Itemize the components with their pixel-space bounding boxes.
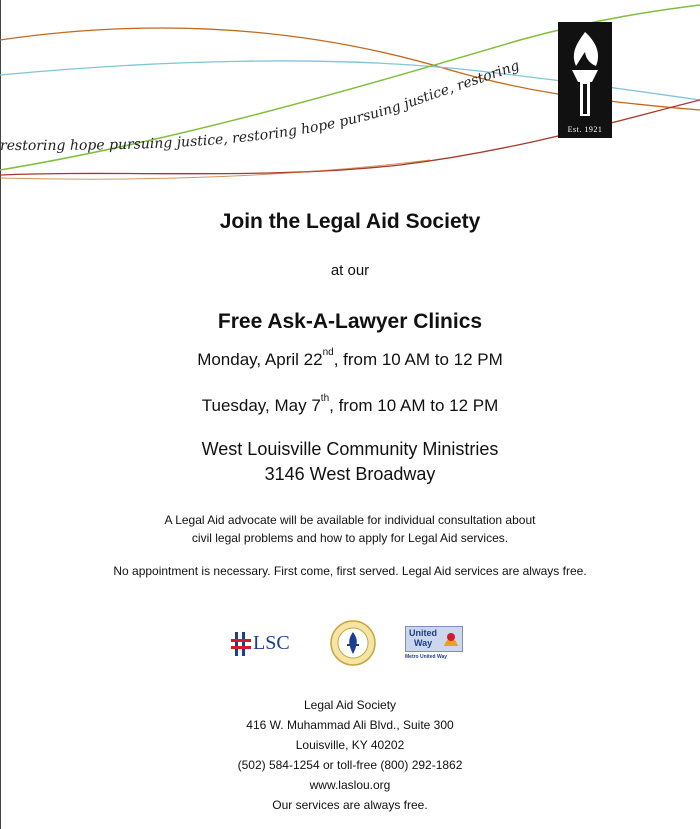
advocate-note bbox=[0, 511, 700, 547]
contact-block bbox=[0, 695, 700, 815]
united-way-hand-icon bbox=[442, 630, 460, 648]
torch-logo bbox=[558, 22, 612, 138]
note-line-2: civil legal problems and how to apply for Legal Aid services. bbox=[191, 531, 509, 545]
uw-line-1: United bbox=[409, 628, 437, 638]
united-way-logo bbox=[405, 626, 465, 658]
sponsor-logos bbox=[0, 620, 700, 666]
lsc-logo bbox=[231, 632, 301, 656]
contact-phone: (502) 584-1254 or toll-free (800) 292-1862 bbox=[237, 758, 463, 772]
date-line-2: Tuesday, May 7th, from 10 AM to 12 PM bbox=[201, 393, 499, 415]
venue-address: 3146 West Broadway bbox=[264, 464, 436, 484]
uw-line-2: Way bbox=[414, 638, 433, 648]
contact-website[interactable]: www.laslou.org bbox=[309, 778, 391, 792]
venue-block bbox=[0, 437, 700, 487]
contact-tagline: Our services are always free. bbox=[272, 798, 428, 812]
date-line-1: Monday, April 22nd, from 10 AM to 12 PM bbox=[197, 347, 503, 369]
venue-name: West Louisville Community Ministries bbox=[201, 439, 499, 459]
uw-line-3: Metro United Way bbox=[405, 654, 448, 660]
contact-org: Legal Aid Society bbox=[303, 698, 397, 712]
contact-city: Louisville, KY 40202 bbox=[295, 738, 405, 752]
seal-logo-icon bbox=[330, 620, 376, 666]
page-title: Join the Legal Aid Society bbox=[219, 210, 481, 233]
lsc-text: LSC bbox=[253, 632, 290, 654]
united-way-box bbox=[405, 626, 463, 652]
orange-swoosh-lower bbox=[0, 160, 430, 179]
lsc-cross-icon bbox=[231, 632, 251, 656]
contact-street: 416 W. Muhammad Ali Blvd., Suite 300 bbox=[246, 718, 454, 732]
clinic-title: Free Ask-A-Lawyer Clinics bbox=[217, 310, 483, 333]
note-line-1: A Legal Aid advocate will be available for individual consultation about bbox=[164, 513, 536, 527]
torch-icon bbox=[558, 22, 612, 122]
at-our-text: at our bbox=[330, 262, 370, 279]
script-tagline: restoring hope pursuing justice, restoring hope pursuing justice, restoring bbox=[0, 57, 522, 155]
appointment-note: No appointment is necessary. First come, first served. Legal Aid services are always free. bbox=[113, 564, 587, 578]
logo-est-text: Est. 1921 bbox=[567, 125, 603, 134]
